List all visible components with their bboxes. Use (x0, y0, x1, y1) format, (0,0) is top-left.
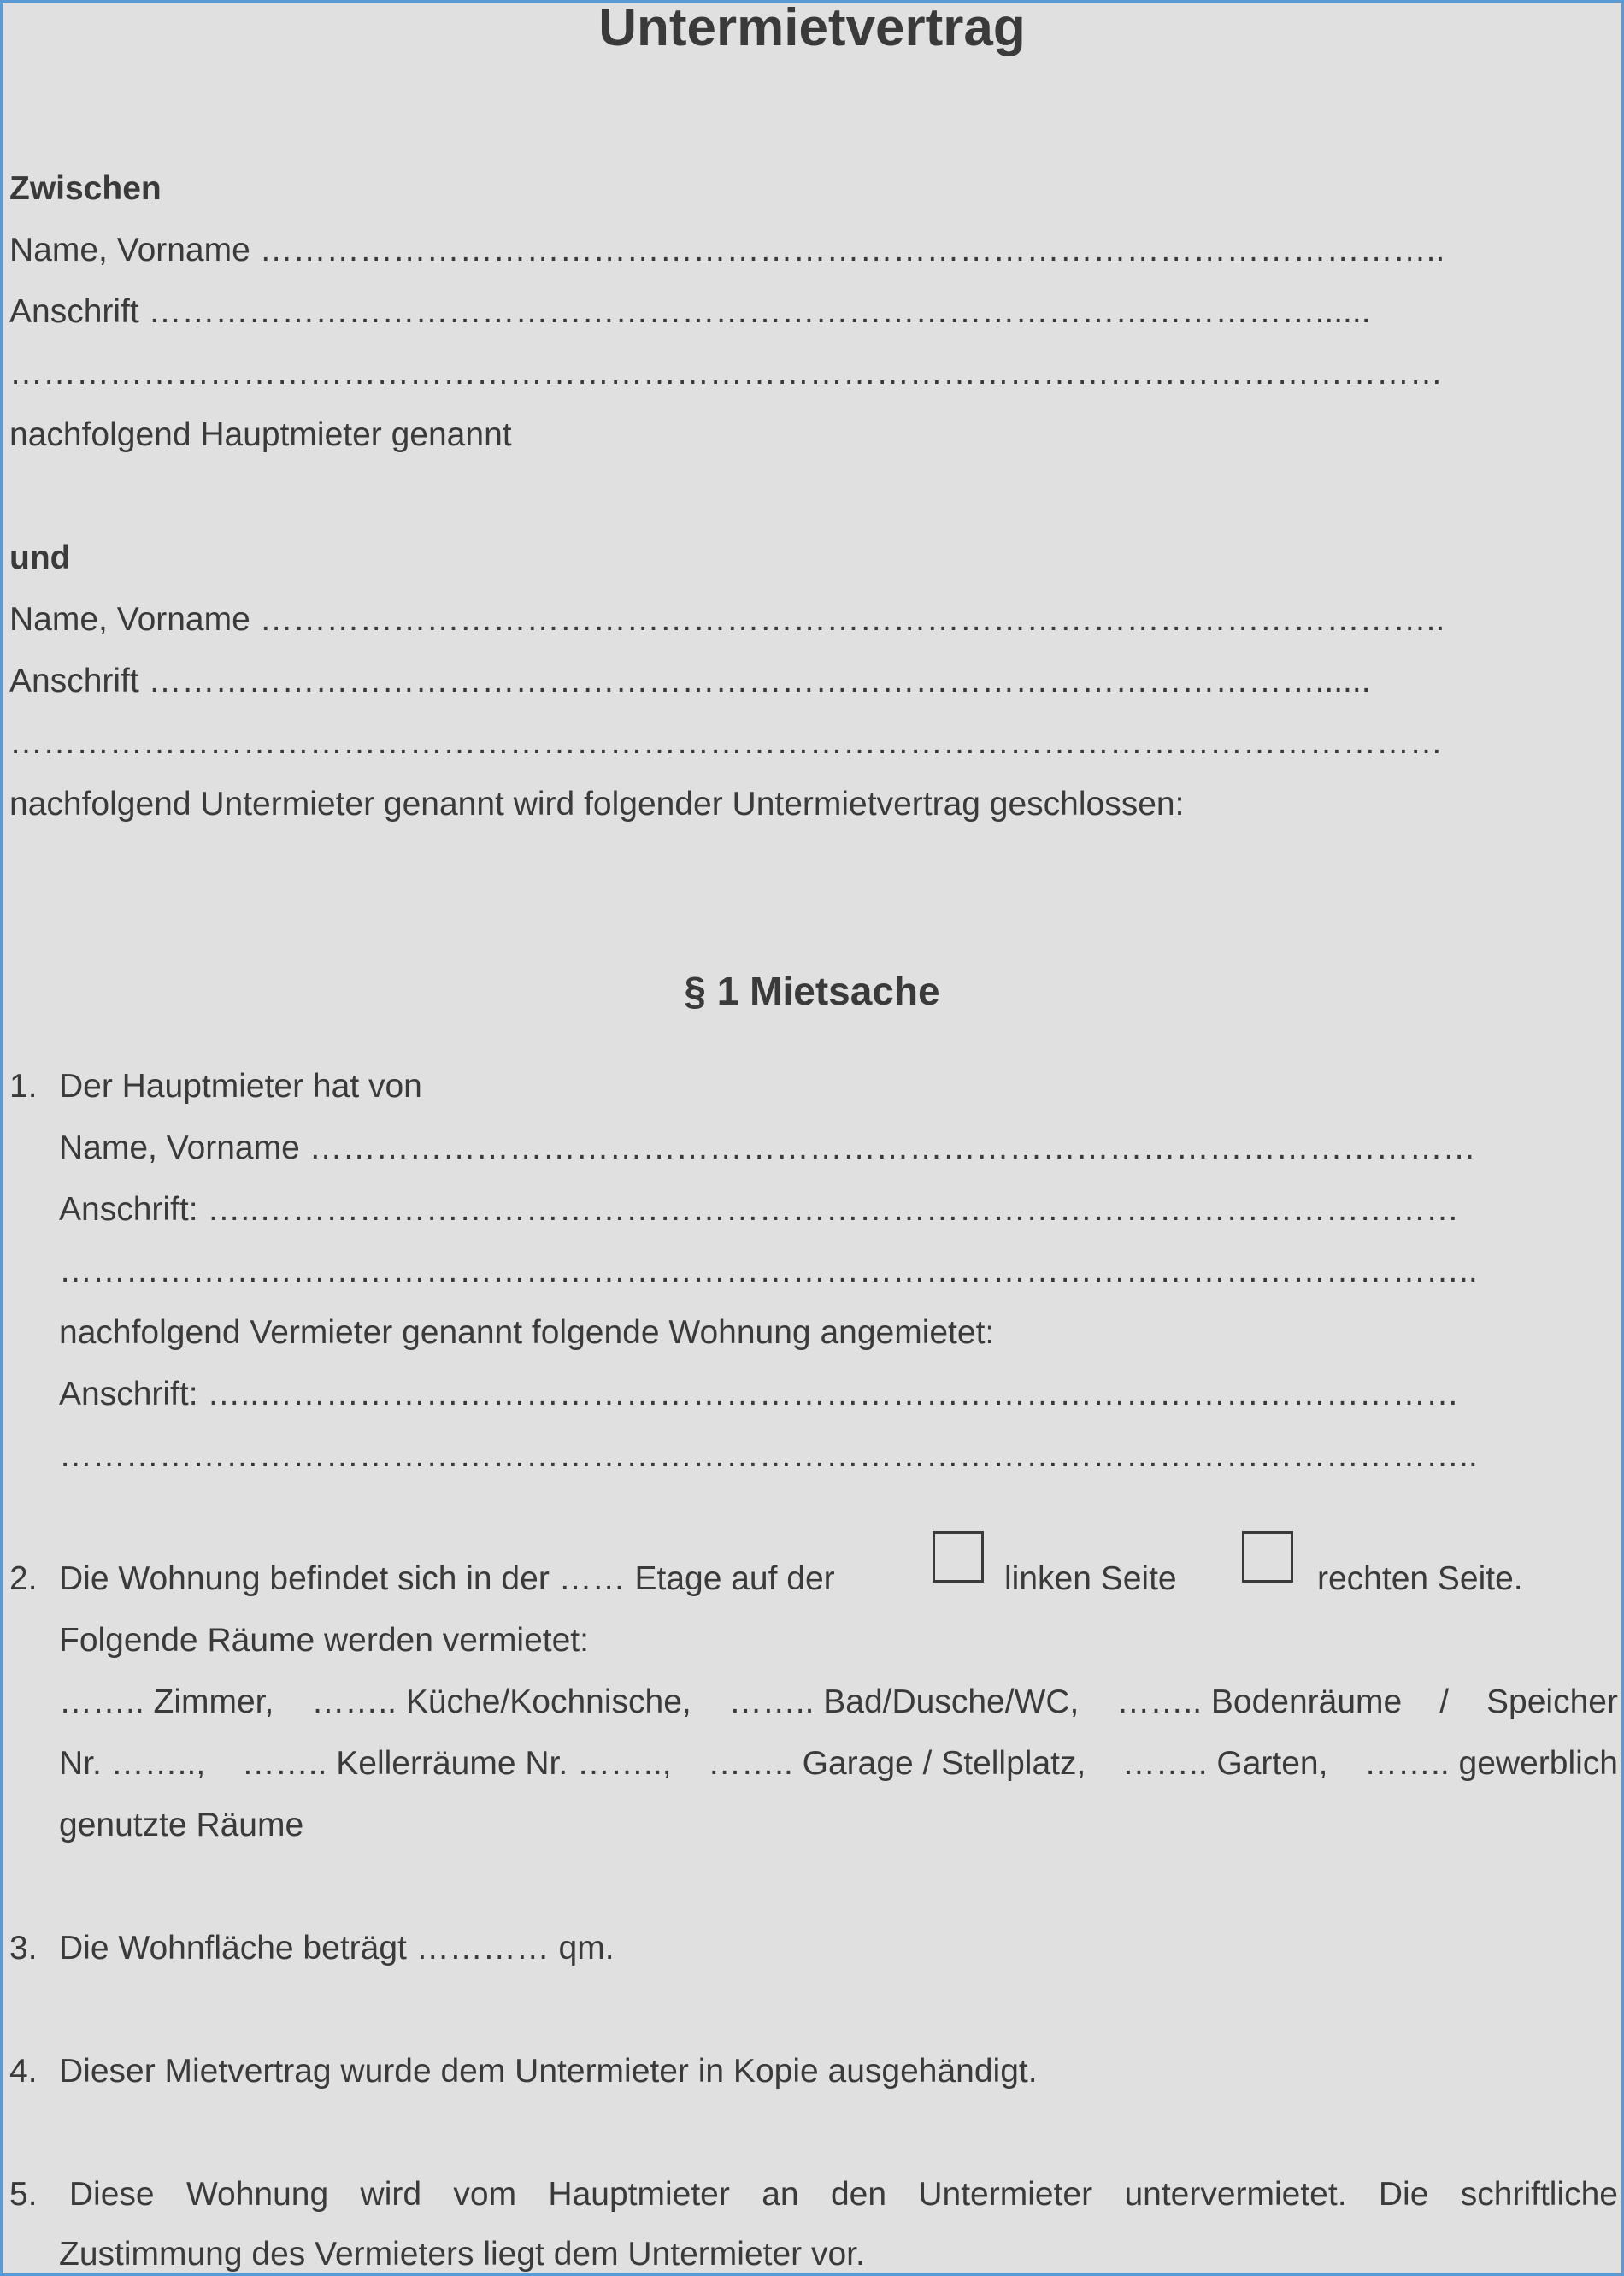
sublet-word: schriftliche (1460, 2176, 1618, 2213)
rooms-line-3: genutzte Räume (59, 1807, 304, 1843)
left-side-label: linken Seite (1004, 1560, 1177, 1597)
rooms-term: …….. Garten, (1121, 1745, 1328, 1782)
und-label: und (9, 540, 71, 576)
rooms-term: …….. Kellerräume Nr. …….., (241, 1745, 672, 1782)
subtenant-caption: nachfolgend Untermieter genannt wird folgender Untermietvertrag geschlossen: (9, 786, 1185, 823)
main-tenant-address-line2: ………………………………………………………………………………………………………………… (9, 355, 1443, 392)
rooms-line-1 (59, 1682, 1618, 1723)
sublet-word: an (762, 2176, 799, 2213)
document-title: Untermietvertrag (598, 0, 1026, 57)
sublet-word: 5. (9, 2176, 38, 2213)
item1-line: Der Hauptmieter hat von (59, 1068, 422, 1105)
landlord-name-field: Name, Vorname …………………………………………………………………………………………… (59, 1129, 1476, 1166)
rooms-term: …….. Bodenräume (1116, 1683, 1403, 1720)
left-side-checkbox[interactable] (933, 1531, 984, 1583)
sublet-word: untervermietet. (1124, 2176, 1347, 2213)
main-tenant-caption: nachfolgend Hauptmieter genannt (9, 416, 512, 453)
rooms-term: …….. Zimmer, (59, 1683, 274, 1720)
rooms-term: …….. gewerblich (1364, 1745, 1618, 1782)
subtenant-name-field: Name, Vorname …………………………………………………………………………………………….. (9, 601, 1445, 638)
rooms-intro: Folgende Räume werden vermietet: (59, 1622, 589, 1659)
rooms-term: …….. Küche/Kochnische, (311, 1683, 691, 1720)
rooms-term: Speicher (1486, 1683, 1618, 1720)
sublet-word: Die (1378, 2176, 1429, 2213)
subtenant-address-line2: ………………………………………………………………………………………………………………… (9, 724, 1443, 761)
rooms-term: Nr. …….., (59, 1745, 206, 1782)
zwischen-label: Zwischen (9, 170, 162, 207)
rooms-term: …….. Garage / Stellplatz, (708, 1745, 1086, 1782)
rooms-term: / (1439, 1683, 1450, 1720)
sublet-word: Untermieter (918, 2176, 1093, 2213)
landlord-address-line2: ……………………………………………………………………………………………………………….. (59, 1253, 1478, 1289)
main-tenant-address-field: Anschrift ……………………………………………………………………………………………...... (9, 293, 1371, 330)
apartment-address-line2: ……………………………………………………………………………………………………………….. (59, 1437, 1478, 1474)
item-number: 4. (9, 2053, 38, 2090)
sublet-word: Hauptmieter (548, 2176, 730, 2213)
item-number: 2. (9, 1560, 38, 1597)
main-tenant-name-field: Name, Vorname …………………………………………………………………………………………….. (9, 232, 1445, 268)
sublet-word: den (830, 2176, 887, 2213)
rooms-line-2 (59, 1743, 1618, 1784)
item-number: 3. (9, 1930, 38, 1966)
sublet-word: vom (453, 2176, 517, 2213)
landlord-address-field: Anschrift: …..……………………………………………………………………………………………… (59, 1191, 1460, 1228)
floor-text: Die Wohnung befindet sich in der …… Etage auf der (59, 1560, 835, 1597)
section-heading: § 1 Mietsache (684, 969, 940, 1013)
sublet-word: Diese (68, 2176, 155, 2213)
sublet-line-2: Zustimmung des Vermieters liegt dem Untermieter vor. (59, 2236, 865, 2273)
sublet-word: Wohnung (185, 2176, 329, 2213)
landlord-caption: nachfolgend Vermieter genannt folgende Wohnung angemietet: (59, 1314, 995, 1351)
copy-handed-line: Dieser Mietvertrag wurde dem Untermieter in Kopie ausgehändigt. (59, 2053, 1038, 2090)
rooms-term: …….. Bad/Dusche/WC, (728, 1683, 1080, 1720)
subtenant-address-field: Anschrift ……………………………………………………………………………………………...... (9, 663, 1371, 699)
sublet-word: wird (360, 2176, 422, 2213)
right-side-label: rechten Seite. (1317, 1560, 1523, 1597)
item-number: 1. (9, 1068, 38, 1105)
apartment-address-field: Anschrift: …..……………………………………………………………………………………………… (59, 1376, 1460, 1412)
right-side-checkbox[interactable] (1242, 1531, 1293, 1583)
living-area-line: Die Wohnfläche beträgt ………… qm. (59, 1930, 615, 1966)
sublet-line-1 (9, 2174, 1618, 2215)
